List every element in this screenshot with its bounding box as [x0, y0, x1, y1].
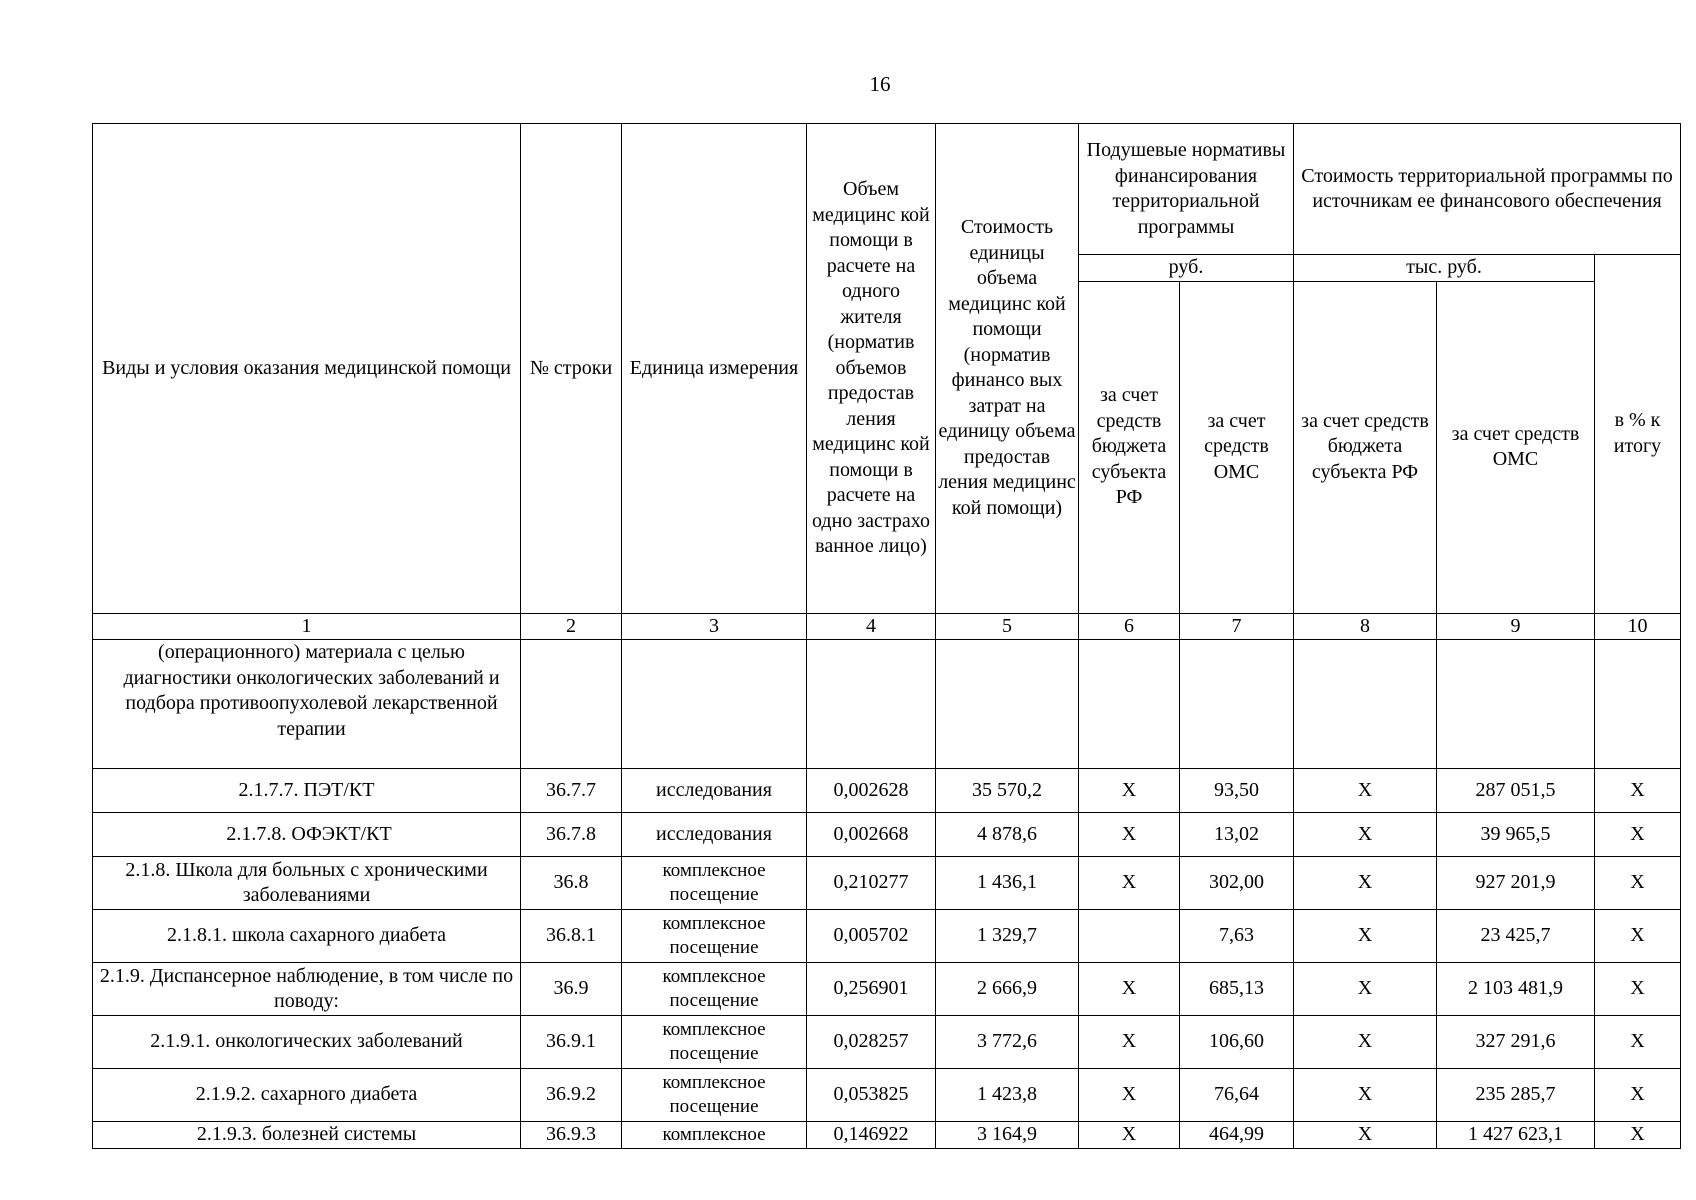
- column-number: 5: [936, 613, 1079, 640]
- row-volume: 0,053825: [807, 1069, 936, 1122]
- row-name: 2.1.7.7. ПЭТ/КТ: [93, 769, 521, 813]
- row-unit: комплексное посещение: [622, 1069, 807, 1122]
- continuation-text: (операционного) материала с целью диагностики онкологических заболеваний и подбора противоопухолевой лекарственной терапии: [93, 640, 521, 769]
- row-unit: комплексное: [622, 1122, 807, 1149]
- header-volume: Объем медицинс кой помощи в расчете на одного жителя (норматив объемов предостав ления медицинс кой помощи в расчете на одно застрахо ванное лицо): [807, 124, 936, 614]
- row-volume: 0,028257: [807, 1016, 936, 1069]
- row-line-number: 36.7.7: [521, 769, 622, 813]
- row-c8: Х: [1294, 963, 1437, 1016]
- row-cost: 1 423,8: [936, 1069, 1079, 1122]
- row-c10: Х: [1595, 813, 1681, 857]
- column-number: 7: [1180, 613, 1294, 640]
- row-c10: Х: [1595, 1069, 1681, 1122]
- row-name: 2.1.9.2. сахарного диабета: [93, 1069, 521, 1122]
- row-name: 2.1.8.1. школа сахарного диабета: [93, 910, 521, 963]
- header-program-cost: Стоимость территориальной программы по источникам ее финансового обеспечения: [1294, 124, 1681, 255]
- header-unit-rub: руб.: [1079, 255, 1294, 282]
- row-line-number: 36.9.3: [521, 1122, 622, 1149]
- row-c9: 327 291,6: [1437, 1016, 1595, 1069]
- row-unit: комплексное посещение: [622, 910, 807, 963]
- row-unit: комплексное посещение: [622, 857, 807, 910]
- row-line-number: 36.9: [521, 963, 622, 1016]
- row-c9: 1 427 623,1: [1437, 1122, 1595, 1149]
- row-volume: 0,256901: [807, 963, 936, 1016]
- row-cost: 2 666,9: [936, 963, 1079, 1016]
- row-line-number: 36.8.1: [521, 910, 622, 963]
- row-name: 2.1.9. Диспансерное наблюдение, в том числе по поводу:: [93, 963, 521, 1016]
- table-row: [93, 1069, 1681, 1122]
- table-row: [93, 1016, 1681, 1069]
- row-c6: [1079, 910, 1180, 963]
- header-percent-of-total: в % к итогу: [1595, 255, 1681, 614]
- row-c10: Х: [1595, 910, 1681, 963]
- row-line-number: 36.7.8: [521, 813, 622, 857]
- header-kinds-of-care: Виды и условия оказания медицинской помощи: [93, 124, 521, 614]
- table-row: [93, 857, 1681, 910]
- row-unit: исследования: [622, 769, 807, 813]
- table-row: [93, 1122, 1681, 1149]
- financing-table: [92, 123, 1681, 1149]
- header-unit-thousand-rub: тыс. руб.: [1294, 255, 1595, 282]
- row-c9: 927 201,9: [1437, 857, 1595, 910]
- header-budget-thousand: за счет средств бюджета субъекта РФ: [1294, 281, 1437, 613]
- continuation-row: [93, 640, 1681, 769]
- header-oms-rub: за счет средств ОМС: [1180, 281, 1294, 613]
- header-per-capita-norms: Подушевые нормативы финансирования территориальной программы: [1079, 124, 1294, 255]
- row-c6: Х: [1079, 813, 1180, 857]
- header-oms-thousand: за счет средств ОМС: [1437, 281, 1595, 613]
- row-c8: Х: [1294, 813, 1437, 857]
- row-c7: 93,50: [1180, 769, 1294, 813]
- column-number: 2: [521, 613, 622, 640]
- row-cost: 3 164,9: [936, 1122, 1079, 1149]
- row-c9: 23 425,7: [1437, 910, 1595, 963]
- row-c7: 76,64: [1180, 1069, 1294, 1122]
- table-row: [93, 910, 1681, 963]
- row-volume: 0,210277: [807, 857, 936, 910]
- row-c8: Х: [1294, 769, 1437, 813]
- row-c8: Х: [1294, 1016, 1437, 1069]
- column-number: 6: [1079, 613, 1180, 640]
- row-line-number: 36.9.1: [521, 1016, 622, 1069]
- column-number: 1: [93, 613, 521, 640]
- row-c10: Х: [1595, 857, 1681, 910]
- table-row: [93, 769, 1681, 813]
- row-c6: Х: [1079, 1069, 1180, 1122]
- column-number: 4: [807, 613, 936, 640]
- header-line-number: № строки: [521, 124, 622, 614]
- row-unit: комплексное посещение: [622, 963, 807, 1016]
- column-number: 3: [622, 613, 807, 640]
- row-line-number: 36.9.2: [521, 1069, 622, 1122]
- row-c7: 685,13: [1180, 963, 1294, 1016]
- row-c10: Х: [1595, 1122, 1681, 1149]
- row-c8: Х: [1294, 857, 1437, 910]
- row-c6: Х: [1079, 857, 1180, 910]
- row-c6: Х: [1079, 769, 1180, 813]
- table-row: [93, 813, 1681, 857]
- row-volume: 0,002668: [807, 813, 936, 857]
- column-number: 8: [1294, 613, 1437, 640]
- column-number: 10: [1595, 613, 1681, 640]
- row-volume: 0,146922: [807, 1122, 936, 1149]
- row-c7: 106,60: [1180, 1016, 1294, 1069]
- column-number-row: [93, 613, 1681, 640]
- row-c9: 2 103 481,9: [1437, 963, 1595, 1016]
- row-c9: 235 285,7: [1437, 1069, 1595, 1122]
- row-c8: Х: [1294, 910, 1437, 963]
- row-unit: исследования: [622, 813, 807, 857]
- row-c9: 287 051,5: [1437, 769, 1595, 813]
- row-cost: 3 772,6: [936, 1016, 1079, 1069]
- row-c10: Х: [1595, 963, 1681, 1016]
- row-unit: комплексное посещение: [622, 1016, 807, 1069]
- row-line-number: 36.8: [521, 857, 622, 910]
- header-unit: Единица измерения: [622, 124, 807, 614]
- row-cost: 35 570,2: [936, 769, 1079, 813]
- page-number: 16: [869, 72, 891, 96]
- row-cost: 4 878,6: [936, 813, 1079, 857]
- row-c9: 39 965,5: [1437, 813, 1595, 857]
- row-name: 2.1.9.3. болезней системы: [93, 1122, 521, 1149]
- row-c6: Х: [1079, 1016, 1180, 1069]
- row-c7: 464,99: [1180, 1122, 1294, 1149]
- row-volume: 0,002628: [807, 769, 936, 813]
- column-number: 9: [1437, 613, 1595, 640]
- row-c6: Х: [1079, 963, 1180, 1016]
- row-c7: 13,02: [1180, 813, 1294, 857]
- row-cost: 1 436,1: [936, 857, 1079, 910]
- row-c6: Х: [1079, 1122, 1180, 1149]
- row-c10: Х: [1595, 1016, 1681, 1069]
- row-c7: 7,63: [1180, 910, 1294, 963]
- row-name: 2.1.7.8. ОФЭКТ/КТ: [93, 813, 521, 857]
- header-budget-rub: за счет средств бюджета субъекта РФ: [1079, 281, 1180, 613]
- row-c10: Х: [1595, 769, 1681, 813]
- row-c8: Х: [1294, 1069, 1437, 1122]
- row-name: 2.1.8. Школа для больных с хроническими заболеваниями: [93, 857, 521, 910]
- header-unit-cost: Стоимость единицы объема медицинс кой помощи (норматив финансо вых затрат на единицу объема предостав ления медицинс кой помощи): [936, 124, 1079, 614]
- row-cost: 1 329,7: [936, 910, 1079, 963]
- row-c7: 302,00: [1180, 857, 1294, 910]
- row-name: 2.1.9.1. онкологических заболеваний: [93, 1016, 521, 1069]
- row-volume: 0,005702: [807, 910, 936, 963]
- table-row: [93, 963, 1681, 1016]
- row-c8: Х: [1294, 1122, 1437, 1149]
